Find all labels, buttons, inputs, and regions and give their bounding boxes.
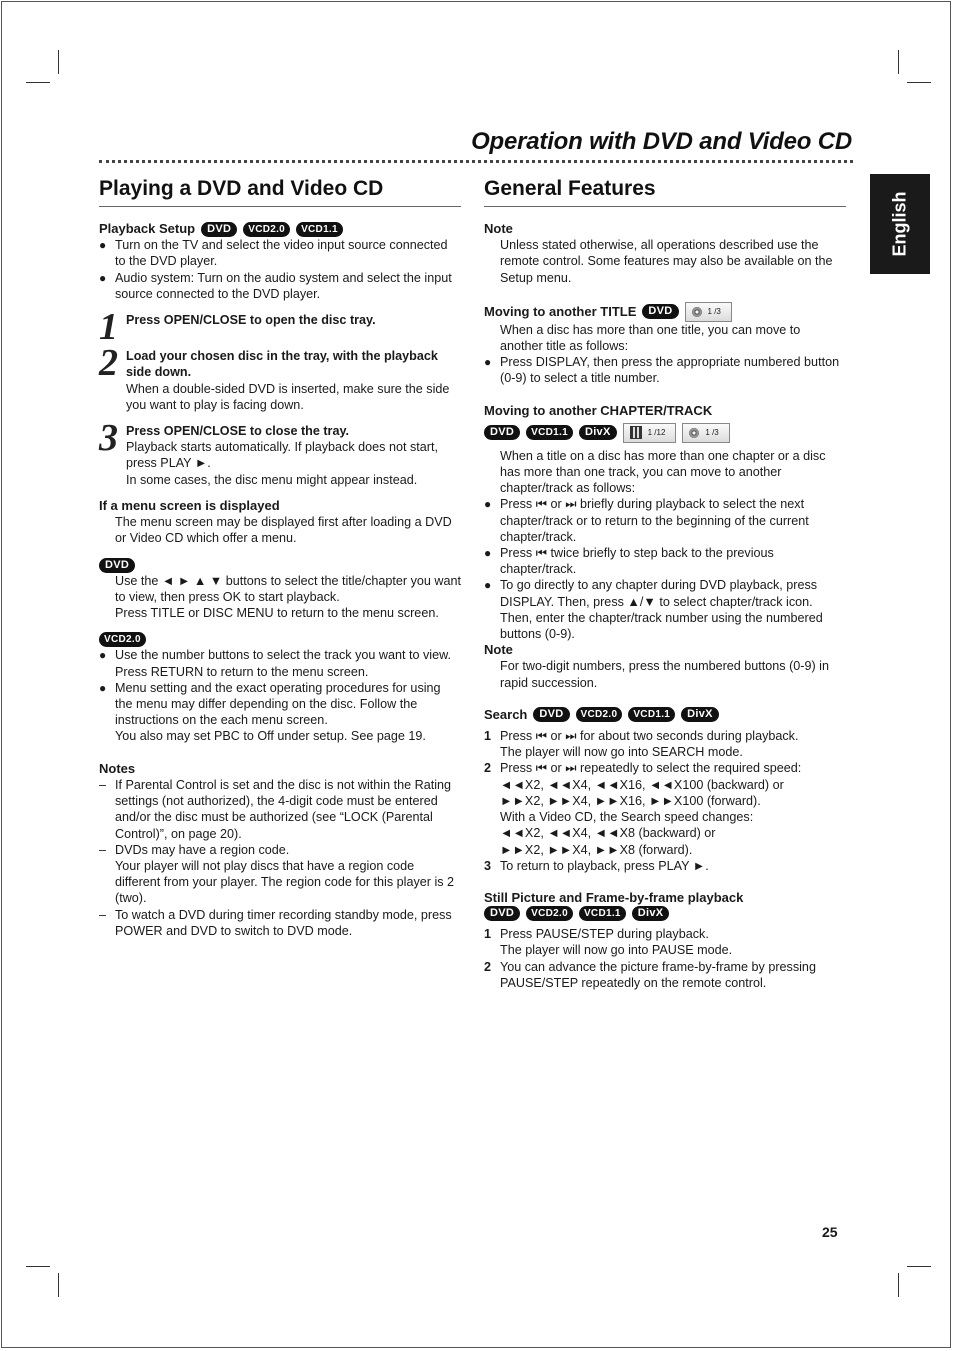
step-lead: Press OPEN/CLOSE to open the disc tray. [126, 313, 376, 328]
step-text: When a double-sided DVD is inserted, make sure the side you want to play is facing down. [126, 381, 450, 412]
title-osd [685, 302, 732, 322]
step-text: In some cases, the disc menu might appear instead. [126, 472, 418, 487]
list-item: ● Audio system: Turn on the audio system and select the input source connected to the DVD player. [99, 270, 461, 302]
step-3 [99, 417, 461, 488]
divx-badge: DivX [681, 707, 719, 722]
step-lead: Load your chosen disc in the tray, with the playback side down. [126, 349, 438, 380]
list-item-text: Press RETURN to return to the menu screen. [115, 664, 369, 679]
dvd-badge: DVD [201, 222, 237, 237]
still-badges [484, 906, 846, 921]
vcd11-badge: VCD1.1 [628, 707, 675, 722]
left-column [99, 176, 461, 939]
menu-screen-text: The menu screen may be displayed first after loading a DVD or Video CD which offer a menu. [115, 515, 452, 546]
step-2 [99, 342, 461, 413]
dvd-badge: DVD [484, 906, 520, 921]
page-header-title: Operation with DVD and Video CD [471, 128, 852, 155]
title-section-heading [484, 302, 846, 322]
search-step-2 [484, 760, 846, 857]
crop-mark [26, 82, 50, 83]
step-number: 2 [484, 959, 492, 974]
step-number: 3 [484, 858, 492, 873]
list-item: ● Use the number buttons to select the track you want to view. [99, 647, 461, 663]
title-text: When a disc has more than one title, you can move to another title as follows: [500, 322, 801, 354]
language-tab-label: English [889, 191, 910, 257]
step-text: ◄◄X2, ◄◄X4, ◄◄X16, ◄◄X100 (backward) or [500, 777, 784, 792]
step-number: 2 [99, 342, 118, 385]
step-text: With a Video CD, the Search speed changes: [500, 810, 754, 825]
dvd-badge: DVD [642, 304, 678, 319]
list-item: ● Menu setting and the exact operating procedures for using the menu may differ depending on the disc. Follow the instructions on the each menu screen. [99, 680, 461, 729]
search-step-3 [484, 858, 846, 874]
language-tab [870, 174, 930, 274]
dvd-menu-text: Press TITLE or DISC MENU to return to the menu screen. [115, 606, 439, 621]
list-item: ● Turn on the TV and select the video input source connected to the DVD player. [99, 237, 461, 269]
vcd11-badge: VCD1.1 [526, 425, 573, 440]
chapter-osd [623, 423, 677, 443]
still-step-1 [484, 926, 846, 958]
playback-setup-heading [99, 221, 461, 237]
list-item: ● Press ⏮ or ⏭ briefly during playback to select the next chapter/track or to return to the beginning of the current chapter/track. [484, 496, 846, 545]
step-text: Press ⏮ or ⏭ for about two seconds during playback. [500, 729, 799, 744]
section-title-playing: Playing a DVD and Video CD [99, 176, 461, 207]
search-heading [484, 707, 846, 723]
crop-mark [58, 50, 59, 74]
crop-mark [907, 1266, 931, 1267]
dvd-badge: DVD [533, 707, 569, 722]
step-text: You can advance the picture frame-by-frame by pressing PAUSE/STEP repeatedly on the remote control. [500, 959, 816, 990]
divx-badge: DivX [579, 425, 617, 440]
step-text: The player will now go into PAUSE mode. [500, 943, 733, 958]
notes-heading: Notes [99, 760, 136, 776]
step-number: 3 [99, 417, 118, 460]
step-text: ►►X2, ►►X4, ►►X16, ►►X100 (forward). [500, 793, 761, 808]
list-item: ● Press ⏮ twice briefly to step back to the previous chapter/track. [484, 545, 846, 577]
section-title-general: General Features [484, 176, 846, 207]
title-osd [682, 423, 729, 443]
step-lead: Press OPEN/CLOSE to close the tray. [126, 424, 350, 439]
step-text: Press ⏮ or ⏭ repeatedly to select the required speed: [500, 761, 802, 776]
osd-value: 1 /12 [647, 427, 666, 437]
chapter-text: When a title on a disc has more than one chapter or a disc has more than one track, you can move to another chapter/track as follows: [500, 448, 826, 496]
chapter-section-label: Moving to another CHAPTER/TRACK [484, 402, 713, 418]
note-item-text: Your player will not play discs that have a region code different from your player. The region code for this player is 2 (two). [115, 858, 455, 906]
dvd-badge: DVD [484, 425, 520, 440]
crop-mark [907, 82, 931, 83]
vcd20-badge: VCD2.0 [243, 222, 290, 237]
step-text: ◄◄X2, ◄◄X4, ◄◄X8 (backward) or [500, 826, 716, 841]
list-item: ● To go directly to any chapter during DVD playback, press DISPLAY. Then, press ▲/▼ to select chapter/track icon. Then, enter the chapter/track number using the numbered buttons (0-9). [484, 577, 846, 642]
list-item: ● Press DISPLAY, then press the appropriate numbered button (0-9) to select a title number. [484, 354, 846, 386]
divx-badge: DivX [632, 906, 670, 921]
dvd-badge: DVD [99, 558, 135, 573]
step-text: Press PAUSE/STEP during playback. [500, 927, 709, 942]
crop-mark [26, 1266, 50, 1267]
disc-icon [689, 428, 699, 438]
page-number: 25 [822, 1224, 838, 1240]
osd-value: 1 /3 [707, 306, 721, 316]
playback-setup-label: Playback Setup [99, 221, 196, 236]
note-item: – If Parental Control is set and the disc is not within the Rating settings (not authorized), the 4-digit code must be entered and/or the disc must be authorized (see “LOCK (Parental Control)”, on page 20). [99, 777, 461, 842]
step-text: Playback starts automatically. If playback does not start, press PLAY ►. [126, 440, 438, 471]
step-text: ►►X2, ►►X4, ►►X8 (forward). [500, 842, 693, 857]
list-item-text: You also may set PBC to Off under setup. See page 19. [115, 729, 426, 744]
note-item: – DVDs may have a region code. [99, 842, 461, 858]
note-text: For two-digit numbers, press the numbered buttons (0-9) in rapid succession. [500, 659, 829, 690]
menu-screen-heading: If a menu screen is displayed [99, 497, 280, 513]
vcd11-badge: VCD1.1 [296, 222, 343, 237]
note-item: – To watch a DVD during timer recording standby mode, press POWER and DVD to switch to DVD mode. [99, 907, 461, 939]
note-heading: Note [484, 642, 513, 658]
step-number: 2 [484, 761, 492, 776]
note-text: Unless stated otherwise, all operations described use the remote control. Some features may also be available on the Setup menu. [500, 238, 833, 285]
step-text: The player will now go into SEARCH mode. [500, 745, 743, 760]
vcd20-badge: VCD2.0 [576, 707, 623, 722]
crop-mark [898, 50, 899, 74]
search-step-1 [484, 728, 846, 760]
step-1 [99, 306, 461, 349]
crop-mark [58, 1273, 59, 1297]
crop-mark [898, 1273, 899, 1297]
dvd-menu-text: Use the ◄ ► ▲ ▼ buttons to select the title/chapter you want to view, then press OK to start playback. [115, 573, 461, 604]
still-step-2 [484, 959, 846, 991]
step-text: To return to playback, press PLAY ►. [500, 858, 709, 873]
step-number: 1 [99, 306, 118, 349]
search-label: Search [484, 706, 528, 722]
chapter-icon [630, 426, 642, 439]
chapter-badges [484, 423, 846, 443]
osd-value: 1 /3 [705, 427, 719, 437]
header-dotted-rule [99, 160, 853, 163]
vcd20-badge: VCD2.0 [526, 906, 573, 921]
step-number: 1 [484, 927, 492, 942]
step-number: 1 [484, 729, 492, 744]
title-section-label: Moving to another TITLE [484, 303, 637, 319]
note-heading: Note [484, 221, 513, 236]
vcd20-badge: VCD2.0 [99, 632, 146, 647]
disc-icon [692, 307, 702, 317]
still-picture-label: Still Picture and Frame-by-frame playback [484, 889, 744, 905]
vcd11-badge: VCD1.1 [579, 906, 626, 921]
right-column [484, 176, 846, 991]
